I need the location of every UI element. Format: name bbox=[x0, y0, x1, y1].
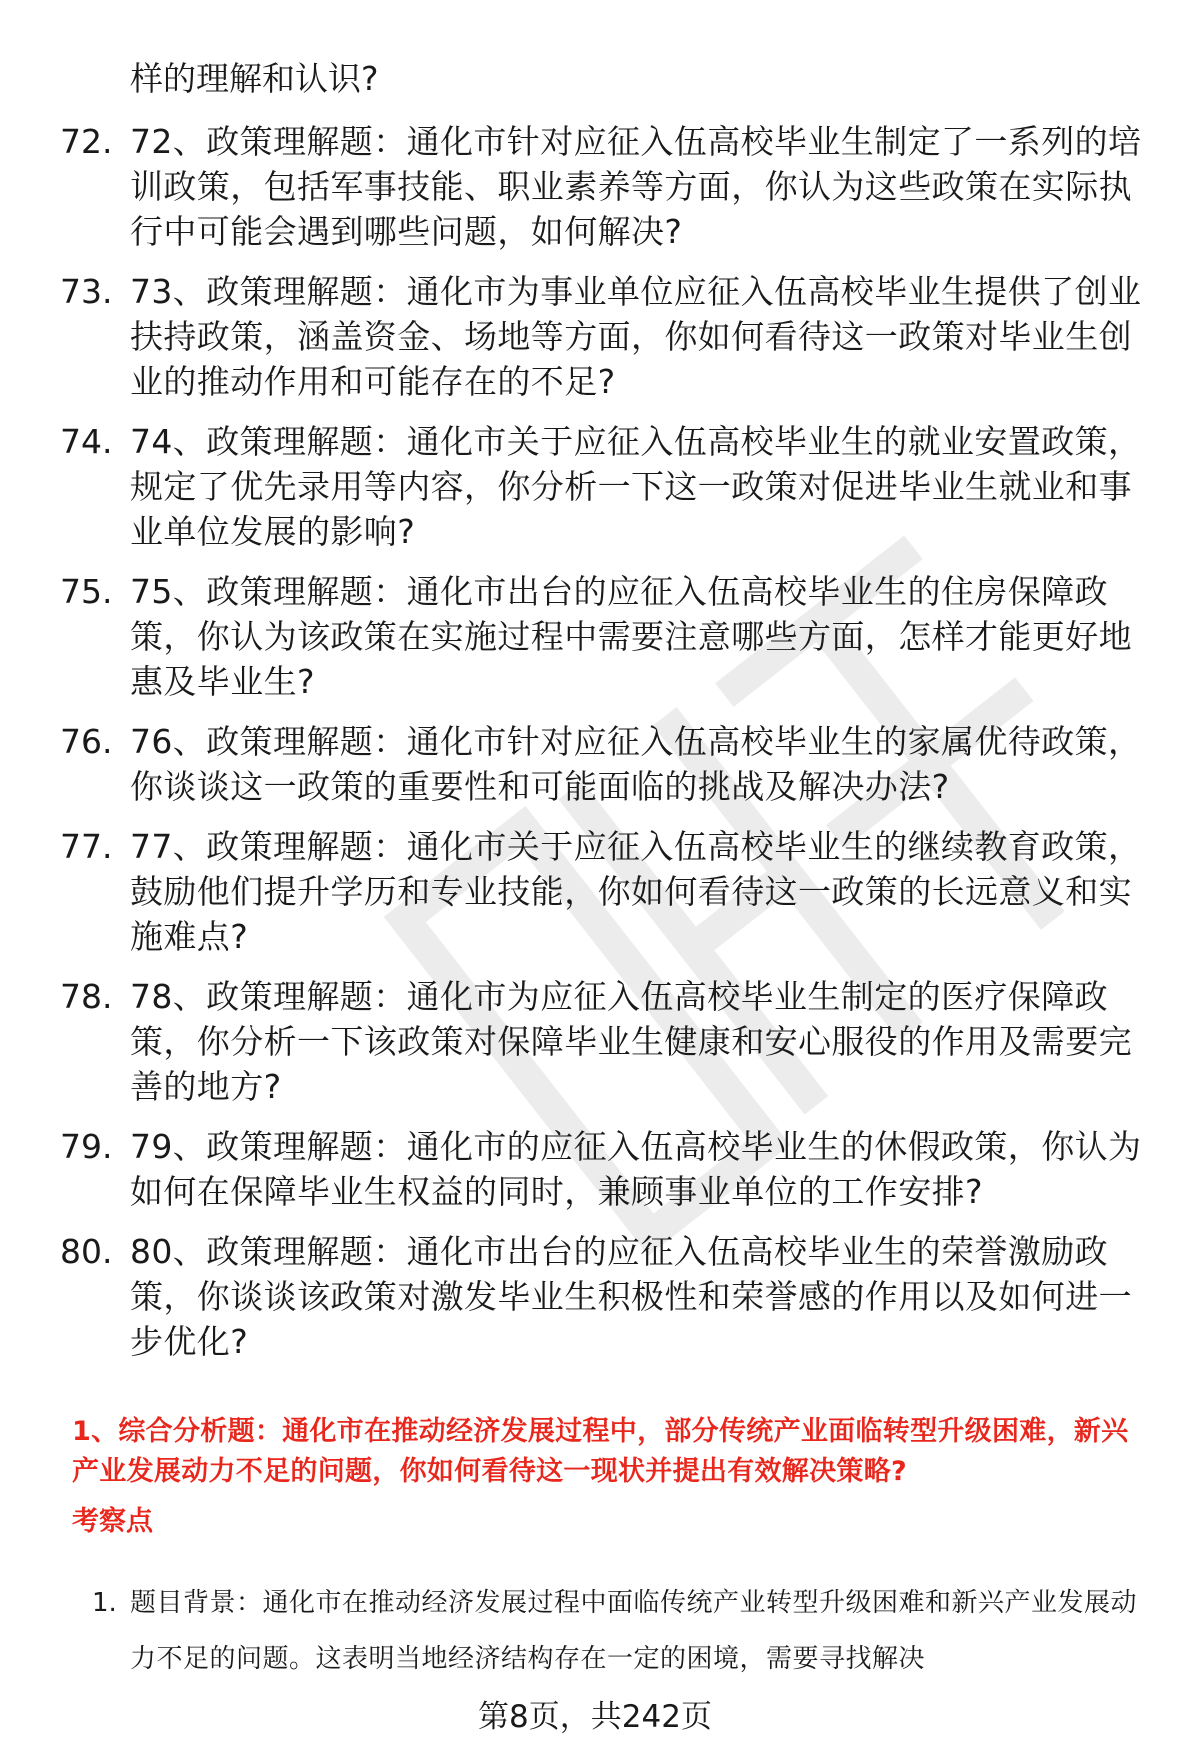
continued-question-text: 样的理解和认识? bbox=[130, 59, 379, 98]
list-item-number: 79. bbox=[60, 1127, 113, 1166]
question-list bbox=[0, 119, 1190, 1379]
list-item-text: 74、政策理解题：通化市关于应征入伍高校毕业生的就业安置政策，规定了优先录用等内容，你分析一下这一政策对促进毕业生就业和事业单位发展的影响? bbox=[130, 422, 1142, 551]
list-item-text: 77、政策理解题：通化市关于应征入伍高校毕业生的继续教育政策，鼓励他们提升学历和专业技能，你如何看待这一政策的长远意义和实施难点? bbox=[130, 827, 1142, 956]
list-item-text: 80、政策理解题：通化市出台的应征入伍高校毕业生的荣誉激励政策，你谈谈该政策对激发毕业生积极性和荣誉感的作用以及如何进一步优化? bbox=[130, 1232, 1132, 1361]
list-item bbox=[0, 1575, 1190, 1687]
list-item-number: 76. bbox=[60, 722, 113, 761]
list-item-number: 1. bbox=[92, 1588, 117, 1618]
list-item bbox=[0, 1124, 1190, 1214]
list-item-number: 73. bbox=[60, 272, 113, 311]
list-item bbox=[0, 719, 1190, 809]
list-item-number: 77. bbox=[60, 827, 113, 866]
list-item-text: 72、政策理解题：通化市针对应征入伍高校毕业生制定了一系列的培训政策，包括军事技能、职业素养等方面，你认为这些政策在实际执行中可能会遇到哪些问题，如何解决? bbox=[130, 122, 1142, 251]
list-item-number: 80. bbox=[60, 1232, 113, 1271]
list-item bbox=[0, 1229, 1190, 1364]
list-item-number: 72. bbox=[60, 122, 113, 161]
list-item bbox=[0, 569, 1190, 704]
list-item-text: 题目背景：通化市在推动经济发展过程中面临传统产业转型升级困难和新兴产业发展动力不足的问题。这表明当地经济结构存在一定的困境，需要寻找解决 bbox=[130, 1588, 1138, 1674]
list-item-text: 78、政策理解题：通化市为应征入伍高校毕业生制定的医疗保障政策，你分析一下该政策对保障毕业生健康和安心服役的作用及需要完善的地方? bbox=[130, 977, 1132, 1106]
section-heading: 考察点 bbox=[72, 1506, 153, 1537]
list-item bbox=[0, 119, 1190, 254]
highlighted-question: 1、综合分析题：通化市在推动经济发展过程中，部分传统产业面临转型升级困难，新兴产业发展动力不足的问题，你如何看待这一现状并提出有效解决策略? bbox=[72, 1416, 1129, 1487]
list-item bbox=[0, 269, 1190, 404]
exam-points-list bbox=[0, 1575, 1190, 1687]
list-item bbox=[0, 419, 1190, 554]
list-item-text: 76、政策理解题：通化市针对应征入伍高校毕业生的家属优待政策，你谈谈这一政策的重要性和可能面临的挑战及解决办法? bbox=[130, 722, 1142, 806]
list-item-number: 75. bbox=[60, 572, 113, 611]
list-item-text: 73、政策理解题：通化市为事业单位应征入伍高校毕业生提供了创业扶持政策，涵盖资金、场地等方面，你如何看待这一政策对毕业生创业的推动作用和可能存在的不足? bbox=[130, 272, 1142, 401]
list-item-number: 74. bbox=[60, 422, 113, 461]
list-item-text: 75、政策理解题：通化市出台的应征入伍高校毕业生的住房保障政策，你认为该政策在实施过程中需要注意哪些方面，怎样才能更好地惠及毕业生? bbox=[130, 572, 1132, 701]
list-item bbox=[0, 824, 1190, 959]
page-footer: 第8页，共242页 bbox=[478, 1699, 712, 1735]
list-item bbox=[0, 974, 1190, 1109]
list-item-text: 79、政策理解题：通化市的应征入伍高校毕业生的休假政策，你认为如何在保障毕业生权益的同时，兼顾事业单位的工作安排? bbox=[130, 1127, 1142, 1211]
list-item-number: 78. bbox=[60, 977, 113, 1016]
